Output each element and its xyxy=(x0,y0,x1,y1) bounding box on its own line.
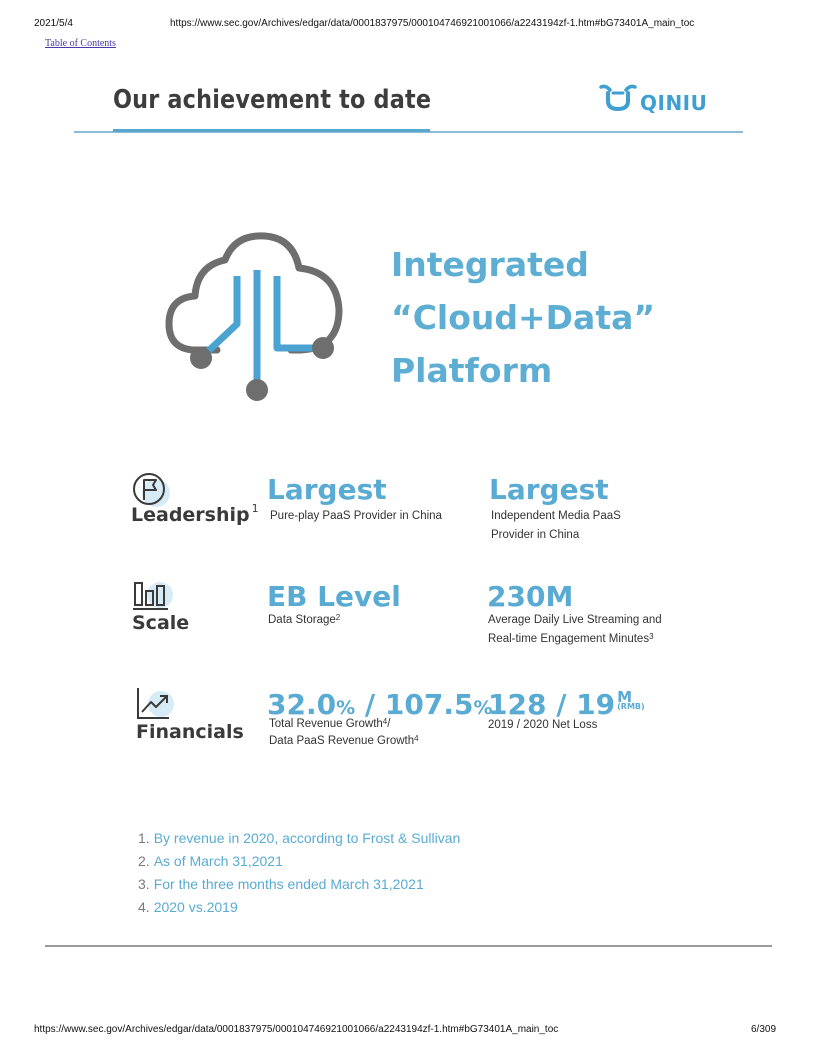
footnote-4: 4. 2020 vs.2019 xyxy=(138,899,238,915)
footnote-3: 3. For the three months ended March 31,2021 xyxy=(138,876,424,892)
leadership-note-ref: 1 xyxy=(251,502,259,515)
cloud-circuit-icon xyxy=(165,230,345,405)
page-number: 6/309 xyxy=(751,1024,777,1035)
hero-line-1: Integrated xyxy=(391,245,589,284)
table-of-contents-link[interactable]: Table of Contents xyxy=(45,38,116,49)
revenue-growth-value: 32.0% / 107.5% xyxy=(267,688,493,721)
leadership-desc-2: Independent Media PaaS Provider in China xyxy=(491,510,621,541)
hero-line-2: “Cloud+Data” xyxy=(391,298,656,337)
financials-label: Financials xyxy=(136,721,244,743)
page-title: Our achievement to date xyxy=(113,85,432,115)
bar-chart-icon xyxy=(132,579,176,613)
scale-label: Scale xyxy=(132,612,190,634)
revenue-growth-desc: Total Revenue Growth$^4$/ Data PaaS Revenue Growth$^4$ xyxy=(269,717,419,747)
net-loss-value: 128 / 19 M (RMB) xyxy=(488,688,645,721)
footnote-2: 2. As of March 31,2021 xyxy=(138,853,283,869)
scale-value-2: 230M xyxy=(487,580,574,613)
hero-heading xyxy=(391,238,655,397)
hero-line-3: Platform xyxy=(391,351,553,390)
leadership-label: Leadership $^1$ xyxy=(131,502,259,526)
leadership-value-2: Largest xyxy=(489,473,609,506)
leadership-value-1: Largest xyxy=(267,473,387,506)
qiniu-logo-icon xyxy=(598,84,638,112)
print-date: 2021/5/4 xyxy=(34,18,73,29)
qiniu-logo-text: QINIU xyxy=(640,91,708,115)
leadership-desc-1: Pure-play PaaS Provider in China xyxy=(270,510,442,522)
print-footer-url: https://www.sec.gov/Archives/edgar/data/0001837975/000104746921001066/a2243194zf-1.htm#bG73401A_main_toc xyxy=(34,1024,559,1035)
header-accent-bar xyxy=(113,129,430,132)
net-loss-desc: 2019 / 2020 Net Loss xyxy=(488,719,598,731)
scale-desc-2: Average Daily Live Streaming and Real-time Engagement Minutes$^3$ xyxy=(488,614,662,645)
print-url: https://www.sec.gov/Archives/edgar/data/0001837975/000104746921001066/a2243194zf-1.htm#bG73401A_main_toc xyxy=(170,18,695,29)
footnotes xyxy=(138,827,460,919)
trend-up-icon xyxy=(135,686,177,722)
footnote-1: 1. By revenue in 2020, according to Frost & Sullivan xyxy=(138,830,461,846)
scale-desc-1: Data Storage$^2$ xyxy=(268,613,341,626)
scale-value-1: EB Level xyxy=(267,580,401,613)
footer-divider xyxy=(45,945,772,947)
